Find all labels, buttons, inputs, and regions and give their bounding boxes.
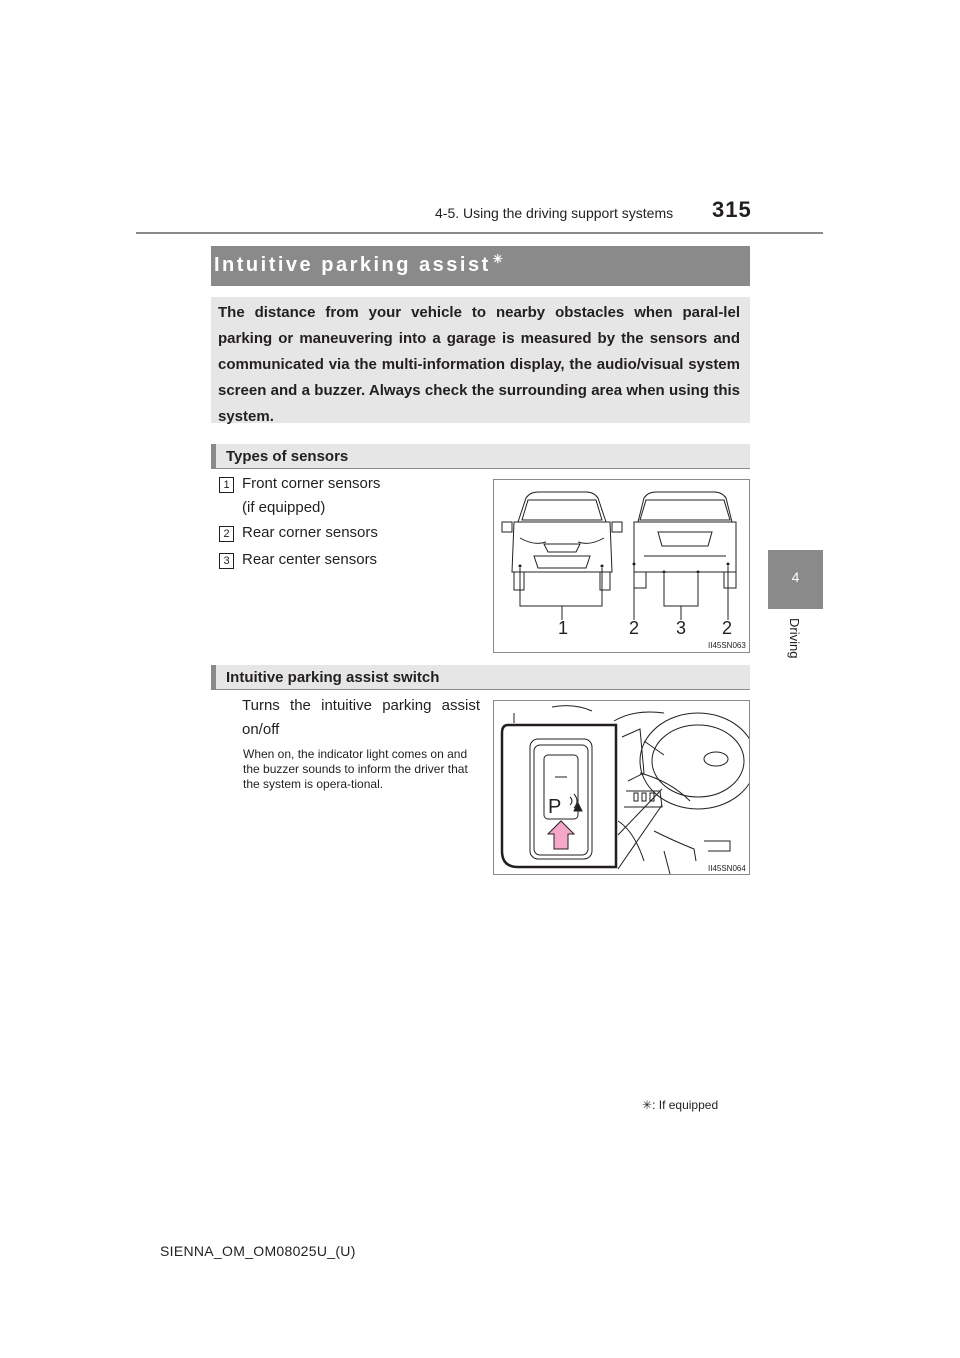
types-of-sensors-heading bbox=[211, 444, 750, 469]
switch-section-heading-text: Intuitive parking assist switch bbox=[226, 669, 440, 686]
sensor-location-illustration bbox=[494, 480, 749, 652]
switch-p-letter: P bbox=[548, 796, 562, 818]
footnote bbox=[642, 1098, 718, 1112]
item-front-corner-sensors-note: (if equipped) bbox=[242, 499, 326, 516]
switch-illustration bbox=[494, 701, 749, 874]
press-arrow-icon bbox=[548, 821, 574, 849]
figure-code-switch: II45SN064 bbox=[708, 864, 746, 873]
switch-location-figure bbox=[493, 700, 750, 875]
intro-text: The distance from your vehicle to nearby obstacles when paral-lel parking or maneuvering into a garage is measured by the sensors and communicated via the multi-information display, the audio/visual system screen and a buzzer. Always check the surrounding area when using this system. bbox=[218, 304, 740, 425]
figure-callout-1: 1 bbox=[558, 618, 569, 638]
page-number: 315 bbox=[712, 197, 752, 222]
footnote-marker: ✳ bbox=[642, 1098, 653, 1112]
footnote-text: : If equipped bbox=[652, 1098, 719, 1112]
figure-callout-3: 3 bbox=[676, 618, 687, 638]
header-section-title: 4-5. Using the driving support systems bbox=[435, 205, 674, 221]
figure-callout-2-right: 2 bbox=[722, 618, 733, 638]
item-front-corner-sensors: Front corner sensors bbox=[242, 475, 381, 492]
item-number-2: 2 bbox=[219, 526, 234, 542]
item-rear-center-sensors: Rear center sensors bbox=[242, 551, 378, 568]
types-of-sensors-heading-text: Types of sensors bbox=[226, 448, 349, 465]
switch-note: When on, the indicator light comes on and the buzzer sounds to inform the driver that the system is opera-tional. bbox=[243, 747, 468, 791]
figure-code-sensors: II45SN063 bbox=[708, 641, 746, 650]
item-number-3: 3 bbox=[219, 553, 234, 569]
header-rule bbox=[136, 232, 823, 234]
page-title-text: Intuitive parking assist bbox=[214, 254, 491, 276]
item-number-1: 1 bbox=[219, 477, 234, 493]
figure-callout-2-left: 2 bbox=[629, 618, 640, 638]
document-code: SIENNA_OM_OM08025U_(U) bbox=[160, 1243, 356, 1259]
if-equipped-marker: ✳ bbox=[492, 252, 503, 266]
chapter-number: 4 bbox=[791, 569, 800, 585]
switch-section-heading bbox=[211, 665, 750, 690]
chapter-label: Driving bbox=[787, 618, 802, 659]
sensor-location-figure bbox=[493, 479, 750, 653]
switch-description: Turns the intuitive parking assist on/off bbox=[242, 697, 480, 738]
page-title bbox=[214, 252, 503, 277]
item-rear-corner-sensors: Rear corner sensors bbox=[242, 524, 378, 541]
